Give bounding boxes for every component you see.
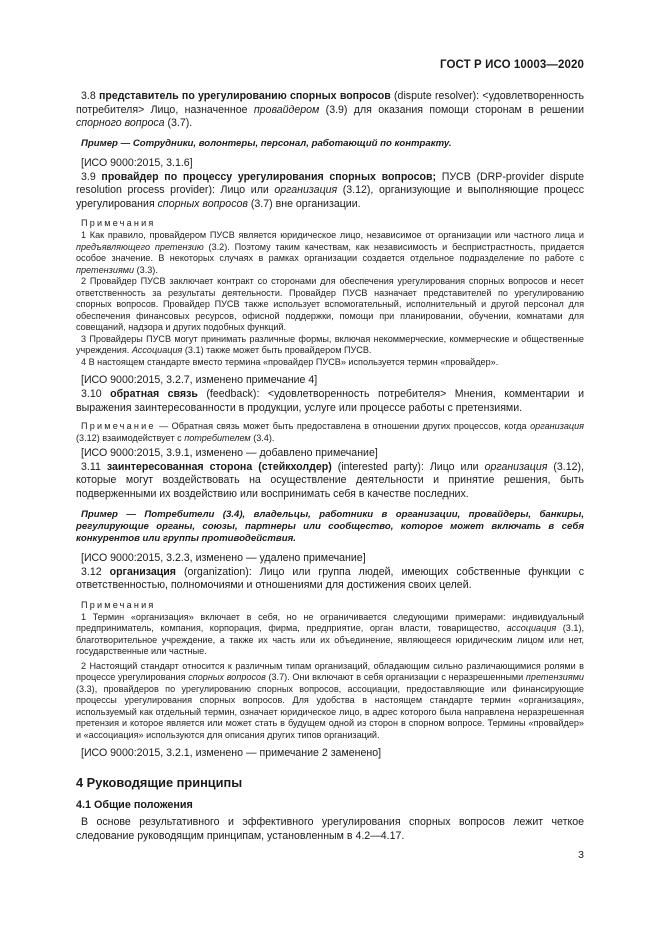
- source-reference: [ИСО 9000:2015, 3.9.1, изменено — добавлено примечание]: [81, 447, 378, 460]
- term-reference: спорных вопросов: [188, 672, 266, 683]
- note-item: 2 Провайдер ПУСВ заключает контракт со сторонами для обеспечения урегулирования спорных вопросов и несет ответственность за результаты деятельности. Провайдер ПУСВ назначает представителей по урегулированию спорных вопросов. Провайдер ПУСВ также использует вспомогательный, исполнительный и другой персонал для обеспечения финансовых ресурсов, офисной поддержки, помощи при планировании, обучении, комнатами для совещаний, надзора и других подобных функций.: [76, 276, 584, 333]
- page-number: 3: [578, 849, 584, 861]
- term-3-11-definition: 3.11 заинтересованная сторона (стейкхолдер) (interested party): Лицо или организация (3.12), которые могут воздействовать на осуществление деятельности и принятие решения, быть подверженными их воздействию или воспринимать себя в качестве последних.: [76, 460, 584, 500]
- note-item: 4 В настоящем стандарте вместо термина «провайдер ПУСВ» используется термин «провайдер».: [81, 356, 499, 367]
- note-item: 3 Провайдеры ПУСВ могут принимать различные формы, включая некоммерческие, коммерческие и общественные учреждения. Ассоциация (3.1) также может быть провайдером ПУСВ.: [76, 333, 584, 356]
- term-reference: спорных вопросов: [157, 197, 248, 210]
- term-3-12-definition: 3.12 организация (organization): Лицо или группа людей, имеющих собственные функции с ответственностью, полномочиями и отношениями для достижения своих целей.: [76, 565, 584, 592]
- section-title: 4 Руководящие принципы: [76, 775, 243, 790]
- term-reference: провайдером: [253, 103, 320, 116]
- term-title: заинтересованная сторона (стейкхолдер): [106, 460, 332, 473]
- note-item: 1 Термин «организация» включает в себя, но не ограничивается следующими примерами: индивидуальный предприниматель, компания, корпорация, фирма, предприятие, орган власти, товарищество, ассоциация (3.1), благотворительное учреждение, а также их часть или их объединение, являющееся юридическим лицом или нет, государственные или частные.: [76, 611, 584, 657]
- term-number: 3.11: [81, 460, 107, 473]
- term-reference: организация: [530, 421, 584, 432]
- term-reference: организация: [484, 460, 548, 473]
- term-reference: Ассоциация: [131, 345, 183, 356]
- term-number: 3.8: [81, 90, 99, 102]
- term-reference: претензиями: [525, 672, 584, 683]
- source-reference: [ИСО 9000:2015, 3.2.1, изменено — примечание 2 заменено]: [81, 747, 382, 760]
- term-title: провайдер по процессу урегулирования спорных вопросов;: [101, 170, 437, 183]
- term-number: 3.9: [81, 170, 102, 183]
- term-reference: предъявляющего претензию: [76, 241, 204, 252]
- note-item: 2 Настоящий стандарт относится к различным типам организаций, обладающим сильно различающимися ролями в процессе урегулирования спорных вопросов (3.7). Они включают в себя организации с неразрешенными претензиями (3.3), провайдеров по урегулированию спорных вопросов, ассоциации, предоставляющие или финансирующие процессы урегулирования спорных вопросов. Для удобства в настоящем стандарте термин «организация», используемый как отдельный термин, означает юридическое лицо, в адрес которого была направлена неразрешенная претензия и которое является или может стать в будущем одной из сторон в спорном вопросе. Термины «провайдер» и «ассоциация» используются для описания других типов организаций.: [76, 660, 584, 740]
- term-reference: претензиями: [76, 264, 135, 275]
- term-3-11-example: Пример — Потребители (3.4), владельцы, работники в организации, провайдеры, банкиры, регулирующие органы, союзы, партнеры или сообщество, которое может включать в себя конкурентов или группы противодействия.: [76, 508, 584, 544]
- note-item: 1 Как правило, провайдером ПУСВ является юридическое лицо, независимое от организации или частного лица и предъявляющего претензию (3.2). Поэтому таким качествам, как независимость и беспристрастность, придается особое значение. В некоторых случаях в рамках организации создается отдельное подразделение по работе с претензиями (3.3).: [76, 230, 585, 275]
- term-3-10-definition: 3.10 обратная связь (feedback): <удовлетворенность потребителя> Мнения, комментарии и выражения заинтересованности в продукции, услуге или процессе работы с претензиями.: [76, 387, 584, 414]
- subsection-title: 4.1 Общие положения: [76, 799, 193, 811]
- term-title: обратная связь: [110, 387, 198, 400]
- term-number: 3.10: [81, 387, 111, 400]
- term-reference: ассоциация: [506, 623, 557, 634]
- note-item: Примечание — Обратная связь может быть предоставлена в отношении других процессов, когда организация (3.12) взаимодействует с потребителем (3.4).: [76, 421, 584, 443]
- notes-label: Примечания: [81, 599, 156, 610]
- term-title: организация: [109, 565, 176, 578]
- term-3-8-example: Пример — Сотрудники, волонтеры, персонал, работающий по контракту.: [81, 137, 452, 149]
- source-reference: [ИСО 9000:2015, 3.1.6]: [81, 156, 193, 169]
- term-3-8-definition: 3.8 представитель по урегулированию спорных вопросов (dispute resolver): <удовлетворенность потребителя> Лицо, назначенное провайдером (3.9) для оказания помощи сторонам в решении спорного вопроса (3.7).: [76, 90, 584, 130]
- document-header: ГОСТ Р ИСО 10003—2020: [439, 59, 584, 71]
- term-reference: потребителем: [184, 432, 251, 443]
- source-reference: [ИСО 9000:2015, 3.2.3, изменено — удалено примечание]: [81, 552, 366, 565]
- term-reference: организация: [274, 184, 338, 197]
- page-content: [76, 90, 584, 843]
- notes-label: Примечания: [81, 218, 156, 229]
- note-label: Примечание: [81, 421, 156, 432]
- term-title: представитель по урегулированию спорных вопросов: [99, 90, 391, 102]
- term-3-9-definition: 3.9 провайдер по процессу урегулирования спорных вопросов; ПУСВ (DRP-provider dispute resolution process provider): Лицо или организация (3.12), организующие и выполняющие процесс урегулирования спорных вопросов (3.7) вне организации.: [76, 170, 584, 210]
- section-paragraph: В основе результативного и эффективного урегулирования спорных вопросов лежит четкое следование руководящим принципам, установленным в 4.2—4.17.: [76, 816, 584, 842]
- term-number: 3.12: [81, 565, 110, 578]
- source-reference: [ИСО 9000:2015, 3.2.7, изменено примечание 4]: [81, 374, 318, 387]
- term-reference: спорного вопроса: [76, 117, 165, 130]
